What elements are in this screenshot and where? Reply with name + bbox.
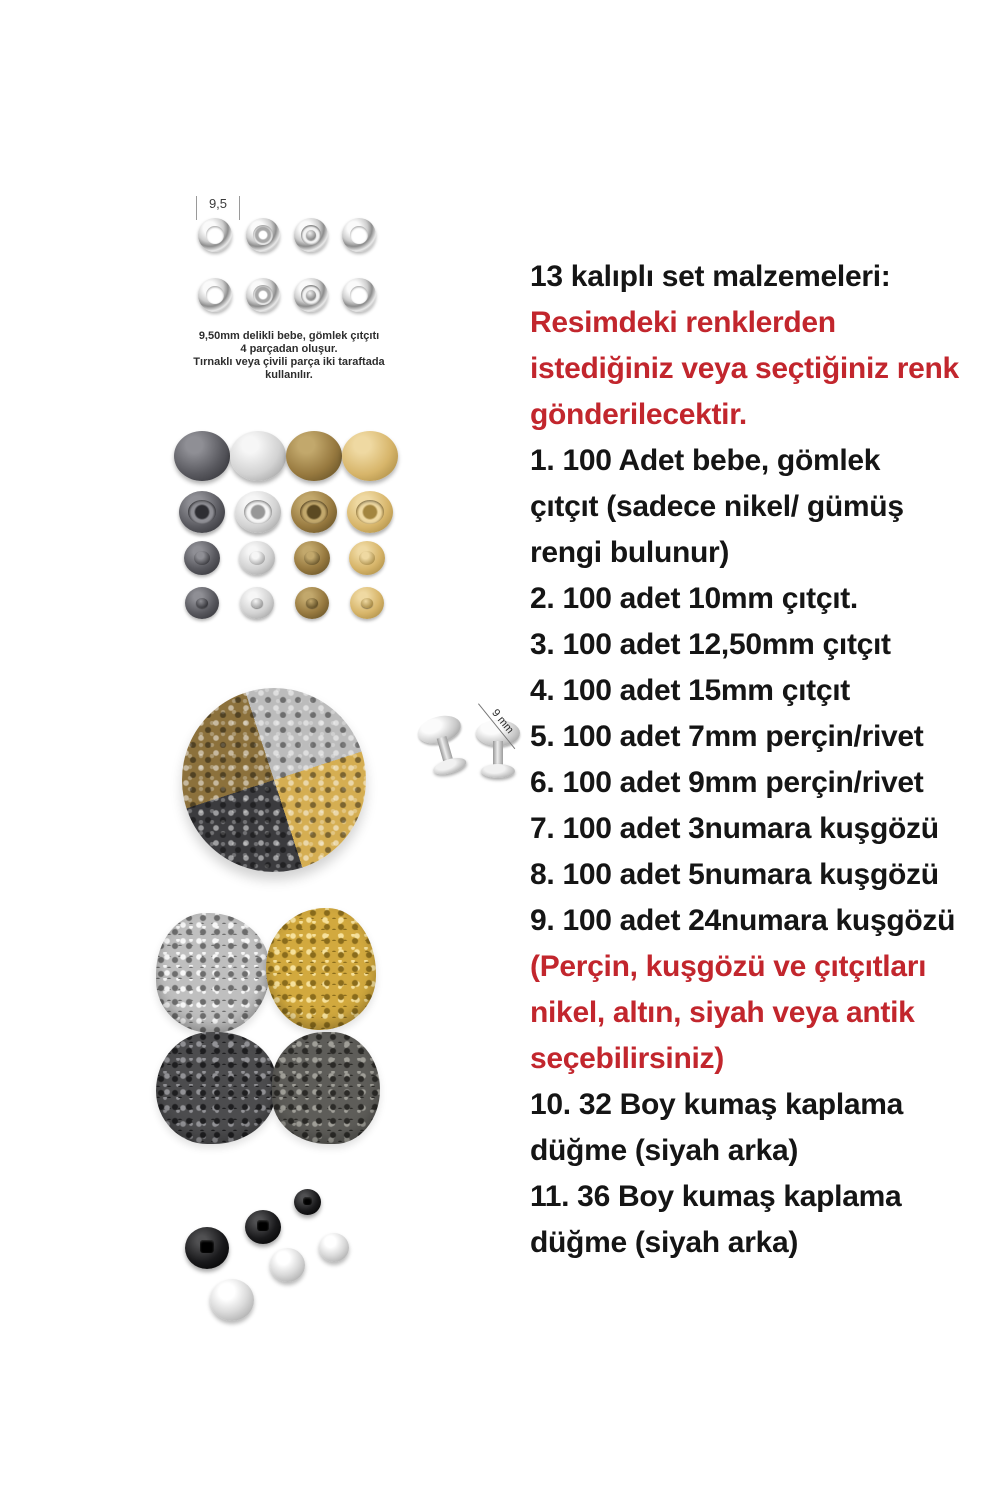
diagram-caption-line: 9,50mm delikli bebe, gömlek çıtçıtı — [198, 330, 380, 342]
prong-snap-row — [198, 278, 376, 312]
description-line: istediğiniz veya seçtiğiniz renk — [530, 352, 959, 385]
description-line: gönderilecektir. — [530, 398, 747, 431]
description-line: Resimdeki renklerden — [530, 306, 836, 339]
snap-socket-nickel — [235, 491, 281, 533]
measurement-label: 9,5 — [208, 196, 228, 211]
rivet-left — [415, 711, 474, 781]
snap-cap-nickel — [230, 431, 286, 481]
description-line: nikel, altın, siyah veya antik — [530, 996, 915, 1029]
snap-stud-part — [294, 278, 328, 312]
snap-buttons-photo — [160, 430, 450, 620]
diagram-caption-line: kullanılır. — [265, 369, 313, 381]
snap-posts-row — [160, 586, 450, 620]
snap-post-gunmetal — [185, 587, 219, 619]
prong-ring-part — [198, 278, 232, 312]
snap-sockets-row — [160, 491, 450, 533]
diagram-caption — [134, 330, 444, 382]
snap-socket-gold — [347, 491, 393, 533]
snap-cap-gold — [342, 431, 398, 481]
description-line: 9. 100 adet 24numara kuşgözü — [530, 904, 956, 937]
covered-button-black-medium — [245, 1210, 281, 1244]
covered-button-black-large — [185, 1227, 229, 1269]
snap-stud-gunmetal — [184, 541, 220, 575]
description-line: düğme (siyah arka) — [530, 1134, 799, 1167]
product-description — [530, 254, 995, 1266]
snap-stud-part — [294, 218, 328, 252]
snap-stud-antique — [294, 541, 330, 575]
description-line: 11. 36 Boy kumaş kaplama — [530, 1180, 902, 1213]
snap-post-antique — [295, 587, 329, 619]
measurement-bracket — [196, 196, 240, 220]
snap-stud-nickel — [239, 541, 275, 575]
description-line: seçebilirsiniz) — [530, 1042, 724, 1075]
rivet-size-label: 9 mm — [478, 695, 525, 749]
rivet-closeup-photo — [420, 692, 540, 792]
snap-socket-gunmetal — [179, 491, 225, 533]
covered-button-silver-large — [210, 1279, 254, 1321]
description-line: (Perçin, kuşgözü ve çıtçıtları — [530, 950, 927, 983]
covered-button-silver-medium — [270, 1248, 305, 1282]
covered-button-silver-small — [319, 1233, 349, 1262]
description-line: 7. 100 adet 3numara kuşgözü — [530, 812, 939, 845]
description-line: 3. 100 adet 12,50mm çıtçıt — [530, 628, 891, 661]
rivets-pile-photo — [182, 688, 366, 872]
eyelets-antique-photo — [272, 1032, 380, 1144]
snap-post-gold — [350, 587, 384, 619]
prong-snap-diagram — [170, 192, 450, 392]
description-line: 6. 100 adet 9mm perçin/rivet — [530, 766, 924, 799]
description-line: 2. 100 adet 10mm çıtçıt. — [530, 582, 858, 615]
snap-socket-antique — [291, 491, 337, 533]
snap-cap-gunmetal — [174, 431, 230, 481]
description-line: çıtçıt (sadece nikel/ gümüş — [530, 490, 904, 523]
description-line: rengi bulunur) — [530, 536, 730, 569]
snap-cap-antique — [286, 431, 342, 481]
description-line: 1. 100 Adet bebe, gömlek — [530, 444, 881, 477]
description-line: 8. 100 adet 5numara kuşgözü — [530, 858, 939, 891]
snap-socket-part — [246, 278, 280, 312]
snap-studs-row — [160, 540, 450, 576]
eyelets-black-photo — [156, 1032, 276, 1144]
diagram-caption-line: Tırnaklı veya çivili parça iki taraftada — [193, 356, 385, 368]
prong-ring-part — [342, 218, 376, 252]
eyelets-nickel-photo — [156, 913, 270, 1033]
snap-stud-gold — [349, 541, 385, 575]
snap-socket-part — [246, 218, 280, 252]
diagram-caption-line: 4 parçadan oluşur. — [240, 343, 338, 355]
description-line: düğme (siyah arka) — [530, 1226, 799, 1259]
prong-ring-part — [198, 218, 232, 252]
eyelets-gold-photo — [266, 908, 376, 1030]
snap-caps-row — [160, 430, 450, 482]
description-line: 10. 32 Boy kumaş kaplama — [530, 1088, 904, 1121]
description-line: 4. 100 adet 15mm çıtçıt — [530, 674, 850, 707]
prong-ring-part — [342, 278, 376, 312]
covered-button-black-small — [294, 1189, 321, 1215]
snap-post-nickel — [240, 587, 274, 619]
description-line: 5. 100 adet 7mm perçin/rivet — [530, 720, 924, 753]
prong-snap-row — [198, 218, 376, 252]
description-line: 13 kalıplı set malzemeleri: — [530, 260, 891, 293]
